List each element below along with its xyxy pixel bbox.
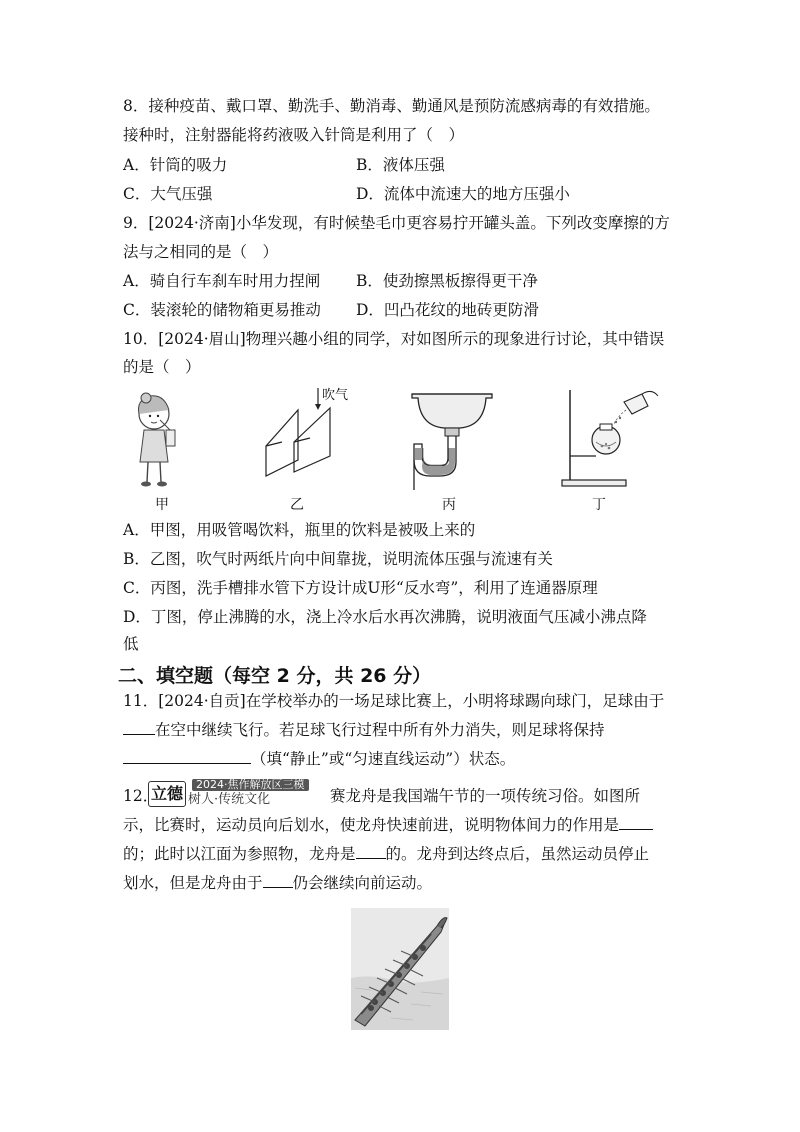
q11-stem-line3 <box>123 749 515 769</box>
q9-stem-line1 <box>123 213 670 233</box>
q11-number: 11． <box>123 692 159 710</box>
q10-stem-text: 物理兴趣小组的同学，对如图所示的现象进行讨论，其中错误 <box>245 330 665 348</box>
badge-source: 2024·焦作解放区三模 <box>192 779 309 791</box>
q10-option-a: A．甲图，用吸管喝饮料，瓶里的饮料是被吸上来的 <box>123 521 476 539</box>
q9-option-c: C．装滚轮的储物箱更易推动 <box>123 301 321 319</box>
figure-jia-girl-drinking <box>130 392 194 492</box>
q9-option-d: D．凹凸花纹的地砖更防滑 <box>356 301 539 319</box>
source-badge <box>148 779 328 809</box>
q12-line2-text: 示，比赛时，运动员向后划水，使龙舟快速前进，说明物体间力的作用是 <box>123 816 620 834</box>
figure-bing-sink-trap <box>402 386 502 490</box>
q12-stem-line4 <box>123 873 432 893</box>
q12-line3-text-b: 的。龙舟到达终点后，虽然运动员停止 <box>385 845 650 863</box>
q12-number: 12． <box>123 787 159 805</box>
q8-option-b: B．液体压强 <box>356 156 445 174</box>
q11-line3-text: （填“静止”或“匀速直线运动”）状态。 <box>251 750 516 768</box>
q8-stem-line1: 8．接种疫苗、戴口罩、勤洗手、勤消毒、勤通风是预防流感病毒的有效措施。 <box>123 97 660 115</box>
q11-source-tag: [2024·自贡] <box>158 692 246 710</box>
q12-line3-text-a: 的；此时以江面为参照物，龙舟是 <box>123 845 356 863</box>
q9-option-b: B．使劲擦黑板擦得更干净 <box>356 272 538 290</box>
q8-option-c: C．大气压强 <box>123 185 213 203</box>
section-title-fill-in: 二、填空题（每空 2 分，共 26 分） <box>118 665 432 687</box>
figure-label-yi: 乙 <box>290 497 304 513</box>
q12-line4-text-a: 划水，但是龙舟由于 <box>123 874 263 892</box>
q12-stem-line1: 赛龙舟是我国端午节的一项传统习俗。如图所 <box>330 787 641 805</box>
answer-blank[interactable] <box>123 720 155 735</box>
q10-stem-line2: 的是（ ） <box>123 358 201 376</box>
q10-option-d: D．丁图，停止沸腾的水，浇上冷水后水再次沸腾，说明液面气压减小沸点降 <box>123 608 647 626</box>
dragon-boat-picture <box>351 908 449 1030</box>
answer-blank[interactable] <box>263 873 293 888</box>
q10-stem-line1 <box>123 329 664 349</box>
answer-blank[interactable] <box>619 815 653 830</box>
q12-stem-line2 <box>123 815 653 835</box>
answer-blank[interactable] <box>356 844 386 859</box>
q11-stem-line1 <box>123 691 664 711</box>
q9-option-a: A．骑自行车刹车时用力捏闸 <box>123 272 321 290</box>
q10-option-d-wrap: 低 <box>123 635 139 653</box>
q10-number: 10． <box>123 330 159 348</box>
q9-stem-text: 小华发现，有时候垫毛巾更容易拧开罐头盖。下列改变摩擦的方 <box>235 214 670 232</box>
figure-ding-flask-stand <box>556 384 666 492</box>
figure-label-jia: 甲 <box>155 497 169 513</box>
q8-option-d: D．流体中流速大的地方压强小 <box>356 185 570 203</box>
q11-line2-text: 在空中继续飞行。若足球飞行过程中所有外力消失，则足球将保持 <box>155 721 605 739</box>
q8-option-a: A．针筒的吸力 <box>123 156 228 174</box>
badge-topic: 树人·传统文化 <box>188 792 271 807</box>
blow-label: 吹气 <box>322 388 349 403</box>
figure-label-ding: 丁 <box>592 497 606 513</box>
q10-option-c: C．丙图，洗手槽排水管下方设计成U形“反水弯”，利用了连通器原理 <box>123 579 598 597</box>
answer-blank[interactable] <box>123 749 251 764</box>
q11-stem-text: 在学校举办的一场足球比赛上，小明将球踢向球门，足球由于 <box>245 692 665 710</box>
q10-source-tag: [2024·眉山] <box>158 330 246 348</box>
figure-label-bing: 丙 <box>442 497 456 513</box>
q12-line4-text-b: 仍会继续向前运动。 <box>292 874 433 892</box>
q9-number: 9． <box>123 214 149 232</box>
q9-stem-line2: 法与之相同的是（ ） <box>123 243 279 261</box>
badge-box: 立德 <box>148 781 186 807</box>
q8-stem-line2: 接种时，注射器能将药液吸入针筒是利用了（ ） <box>123 126 465 144</box>
q11-stem-line2 <box>123 720 605 740</box>
q9-source-tag: [2024·济南] <box>148 214 236 232</box>
q12-stem-line3 <box>123 844 649 864</box>
q10-option-b: B．乙图，吹气时两纸片向中间靠拢，说明流体压强与流速有关 <box>123 550 553 568</box>
